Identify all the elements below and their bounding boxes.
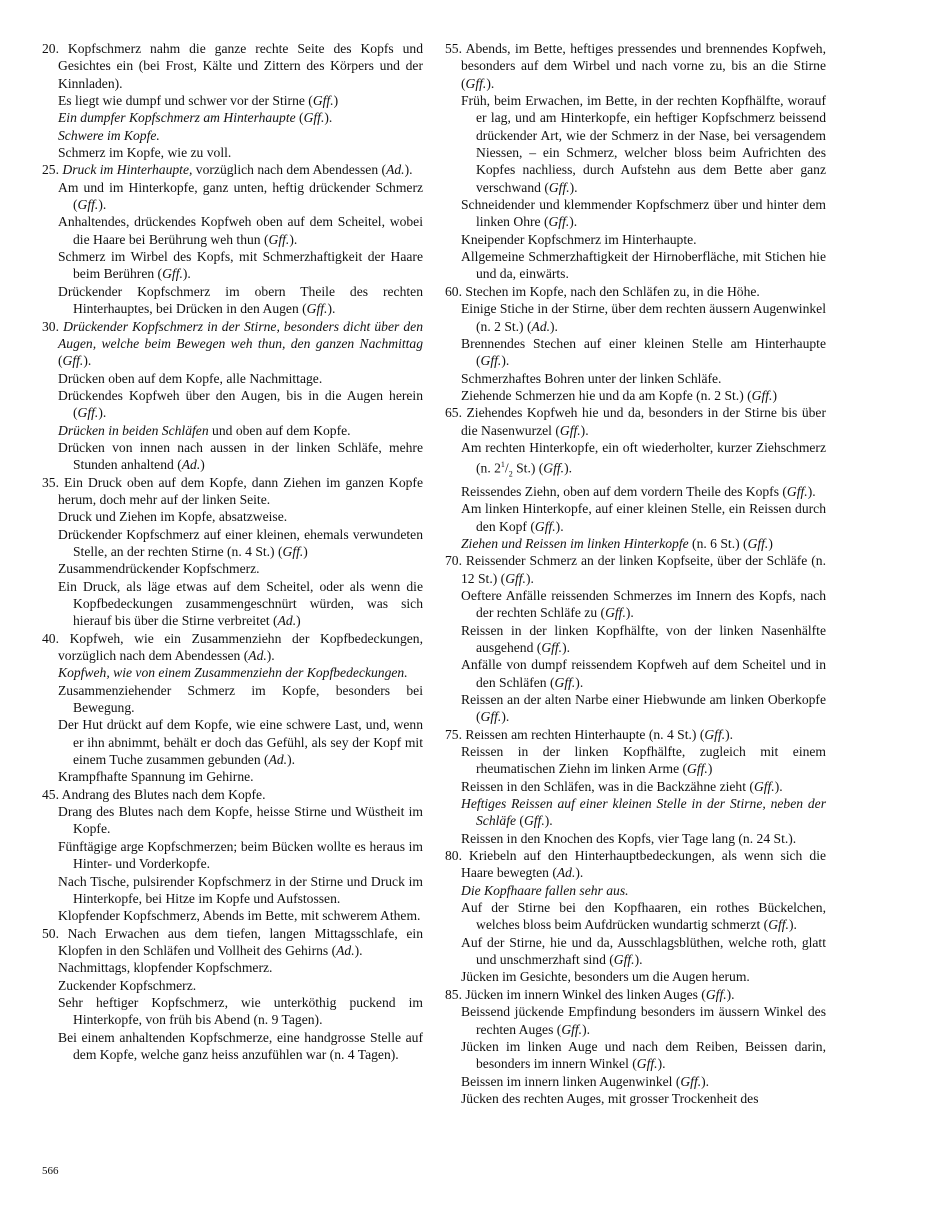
sub-entry: Jücken im linken Auge und nach dem Reiben, Beissen darin, besonders im innern Winkel (Gff.).: [461, 1038, 826, 1072]
sub-entry: Drückender Kopfschmerz im obern Theile des rechten Hinterhauptes, bei Drücken in den Augen (Gff.).: [58, 283, 423, 317]
sub-entry: Einige Stiche in der Stirne, über dem rechten äussern Augenwinkel (n. 2 St.) (Ad.).: [461, 301, 826, 334]
sub-entry: Reissendes Ziehn, oben auf dem vordern Theile des Kopfs (Gff.).: [461, 483, 816, 499]
sub-entry: Brennendes Stechen auf einer kleinen Stelle am Hinterhaupte (Gff.).: [461, 335, 826, 369]
sub-entry: Kneipender Kopfschmerz im Hinterhaupte.: [461, 231, 697, 247]
sub-entry: Nachmittags, klopfender Kopfschmerz.: [58, 960, 273, 976]
sub-entry: Bei einem anhaltenden Kopfschmerze, eine handgrosse Stelle auf dem Kopfe, welche ganz heiss anzufühlen war (n. 4 Tagen).: [58, 1029, 423, 1062]
sub-entry: Früh, beim Erwachen, im Bette, in der rechten Kopfhälfte, worauf er lag, und am Hinterkopfe, ein heftiger Kopfschmerz beissend drückender Art, wie der Schmerz in der Nase, bei versagendem Niessen, – ein Schmerz, welcher bloss beim Aufrichten des Kopfes nachliess, durch Aufstehn aus dem Bette aber ganz verschwand (Gff.).: [461, 93, 826, 195]
page-number: 566: [42, 1165, 59, 1177]
sub-entry: Reissen in den Schläfen, was in die Backzähne zieht (Gff.).: [461, 778, 783, 794]
sub-entry: Anfälle von dumpf reissendem Kopfweh auf dem Scheitel und in den Schläfen (Gff.).: [461, 657, 826, 690]
sub-entry: Reissen in der linken Kopfhälfte, zugleich mit einem rheumatischen Ziehn im linken Arme (Gff.): [461, 744, 826, 777]
sub-entry: Schneidender und klemmender Kopfschmerz über und hinter dem linken Ohre (Gff.).: [461, 197, 826, 230]
sub-entry: Krampfhafte Spannung im Gehirne.: [58, 769, 254, 785]
sub-entry: Beissend jückende Empfindung besonders im äussern Winkel des rechten Auges (Gff.).: [461, 1004, 826, 1037]
sub-entry: Beissen im innern linken Augenwinkel (Gff.).: [461, 1073, 710, 1089]
sub-entry: Klopfender Kopfschmerz, Abends im Bette, mit schwerem Athem.: [58, 908, 421, 924]
sub-entry: Zuckender Kopfschmerz.: [58, 977, 197, 993]
sub-entry: Die Kopfhaare fallen sehr aus.: [461, 882, 629, 898]
sub-entry: Reissen an der alten Narbe einer Hiebwunde am linken Oberkopfe (Gff.).: [461, 691, 826, 725]
sub-entry: Drückender Kopfschmerz auf einer kleinen, ehemals verwundeten Stelle, an der rechten Stirne (n. 4 St.) (Gff.): [58, 526, 423, 559]
sub-entry: Ein dumpfer Kopfschmerz am Hinterhaupte (Gff.).: [58, 110, 333, 126]
sub-entry: Drang des Blutes nach dem Kopfe, heisse Stirne und Wüstheit im Kopfe.: [58, 804, 423, 837]
sub-entry: Fünftägige arge Kopfschmerzen; beim Bücken wollte es heraus im Hinter- und Vorderkopfe.: [58, 838, 423, 872]
sub-entry: Am rechten Hinterkopfe, ein oft wiederholter, kurzer Ziehschmerz (n. $2^1/_2$ St.) (Gff.).: [461, 439, 826, 479]
sub-entry: Auf der Stirne, hie und da, Ausschlagsblüthen, welche roth, glatt und unschmerzhaft sind (Gff.).: [461, 934, 826, 968]
numbered-entry: 60. Stechen im Kopfe, nach den Schläfen zu, in die Höhe.: [445, 283, 760, 299]
sub-entry: Der Hut drückt auf dem Kopfe, wie eine schwere Last, und, wenn er ihn abnimmt, behält er doch das Gefühl, als sey der Kopf mit einem Tuche zusammen gebunden (Ad.).: [58, 717, 423, 768]
numbered-entry: 40. Kopfweh, wie ein Zusammenziehn der Kopfbedeckungen, vorzüglich nach dem Abendessen (Ad.).: [42, 630, 423, 664]
numbered-entry: 80. Kriebeln auf den Hinterhauptbedeckungen, als wenn sich die Haare bewegten (Ad.).: [445, 848, 826, 881]
sub-entry: Schmerz im Kopfe, wie zu voll.: [58, 145, 232, 161]
sub-entry: Nach Tische, pulsirender Kopfschmerz in der Stirne und Druck im Hinterkopfe, bei Hitze im Kopfe und Aufstossen.: [58, 873, 423, 906]
sub-entry: Reissen in den Knochen des Kopfs, vier Tage lang (n. 24 St.).: [461, 830, 797, 846]
sub-entry: Ziehende Schmerzen hie und da am Kopfe (n. 2 St.) (Gff.): [461, 387, 777, 403]
sub-entry: Heftiges Reissen auf einer kleinen Stelle in der Stirne, neben der Schläfe (Gff.).: [461, 796, 826, 829]
sub-entry: Allgemeine Schmerzhaftigkeit der Hirnoberfläche, mit Stichen hie und da, einwärts.: [461, 249, 826, 282]
right-column: [445, 40, 826, 1107]
left-column: [42, 40, 423, 1063]
sub-entry: Drücken in beiden Schläfen und oben auf dem Kopfe.: [58, 422, 351, 438]
sub-entry: Es liegt wie dumpf und schwer vor der Stirne (Gff.): [58, 93, 339, 109]
sub-entry: Kopfweh, wie von einem Zusammenziehn der Kopfbedeckungen.: [58, 665, 408, 681]
sub-entry: Am linken Hinterkopfe, auf einer kleinen Stelle, ein Reissen durch den Kopf (Gff.).: [461, 501, 826, 534]
sub-entry: Oeftere Anfälle reissenden Schmerzes im Innern des Kopfs, nach der rechten Schläfe zu (Gff.).: [461, 587, 826, 621]
sub-entry: Am und im Hinterkopfe, ganz unten, heftig drückender Schmerz (Gff.).: [58, 179, 423, 213]
numbered-entry: 45. Andrang des Blutes nach dem Kopfe.: [42, 786, 266, 802]
sub-entry: Drückendes Kopfweh über den Augen, bis in die Augen herein (Gff.).: [58, 387, 423, 421]
sub-entry: Jücken im Gesichte, besonders um die Augen herum.: [461, 969, 750, 985]
sub-entry: Auf der Stirne bei den Kopfhaaren, ein rothes Bückelchen, welches bloss beim Aufdrücken wundartig schmerzt (Gff.).: [461, 900, 826, 933]
sub-entry: Drücken von innen nach aussen in der linken Schläfe, mehre Stunden anhaltend (Ad.): [58, 439, 423, 473]
numbered-entry: 70. Reissender Schmerz an der linken Kopfseite, über der Schläfe (n. 12 St.) (Gff.).: [445, 553, 826, 586]
sub-entry: Sehr heftiger Kopfschmerz, wie unterköthig puckend im Hinterkopfe, von früh bis Abend (n. 9 Tagen).: [58, 994, 423, 1028]
sub-entry: Reissen in der linken Kopfhälfte, von der linken Nasenhälfte ausgehend (Gff.).: [461, 622, 826, 655]
sub-entry: Zusammenziehender Schmerz im Kopfe, besonders bei Bewegung.: [58, 682, 423, 716]
numbered-entry: 75. Reissen am rechten Hinterhaupte (n. 4 St.) (Gff.).: [445, 726, 734, 742]
sub-entry: Schmerz im Wirbel des Kopfs, mit Schmerzhaftigkeit der Haare beim Berühren (Gff.).: [58, 249, 423, 282]
sub-entry: Schwere im Kopfe.: [58, 127, 160, 143]
numbered-entry: 65. Ziehendes Kopfweh hie und da, besonders in der Stirne bis über die Nasenwurzel (Gff.).: [445, 405, 826, 438]
sub-entry: Drücken oben auf dem Kopfe, alle Nachmittage.: [58, 370, 323, 386]
numbered-entry: 85. Jücken im innern Winkel des linken Auges (Gff.).: [445, 986, 735, 1002]
numbered-entry: 55. Abends, im Bette, heftiges pressendes und brennendes Kopfweh, besonders auf dem Wirbel und nach vorne zu, bis an die Stirne (Gff.).: [445, 41, 826, 91]
numbered-entry: 50. Nach Erwachen aus dem tiefen, langen Mittagsschlafe, ein Klopfen in den Schläfen und Vollheit des Gehirns (Ad.).: [42, 925, 423, 958]
numbered-entry: 30. Drückender Kopfschmerz in der Stirne, besonders dicht über den Augen, welche beim Bewegen weh thun, den ganzen Nachmittag (Gff.).: [42, 318, 424, 369]
sub-entry: Schmerzhaftes Bohren unter der linken Schläfe.: [461, 370, 722, 386]
sub-entry: Jücken des rechten Auges, mit grosser Trockenheit des: [461, 1090, 759, 1106]
sub-entry: Ein Druck, als läge etwas auf dem Scheitel, oder als wenn die Kopfbedeckungen zusammengeschnürt würden, was sich hierauf bis über die Stirne verbreitet (Ad.): [58, 578, 423, 629]
sub-entry: Zusammendrückender Kopfschmerz.: [58, 561, 260, 577]
sub-entry: Druck und Ziehen im Kopfe, absatzweise.: [58, 509, 288, 525]
numbered-entry: 20. Kopfschmerz nahm die ganze rechte Seite des Kopfs und Gesichtes ein (bei Frost, Kälte und Zittern des Körpers und der Kinnladen).: [42, 41, 423, 91]
numbered-entry: 25. Druck im Hinterhaupte, vorzüglich nach dem Abendessen (Ad.).: [42, 162, 413, 178]
sub-entry: Ziehen und Reissen im linken Hinterkopfe (n. 6 St.) (Gff.): [461, 535, 773, 551]
numbered-entry: 35. Ein Druck oben auf dem Kopfe, dann Ziehen im ganzen Kopfe herum, doch mehr auf der linken Seite.: [42, 474, 423, 507]
sub-entry: Anhaltendes, drückendes Kopfweh oben auf dem Scheitel, wobei die Haare bei Berührung weh thun (Gff.).: [58, 214, 423, 247]
